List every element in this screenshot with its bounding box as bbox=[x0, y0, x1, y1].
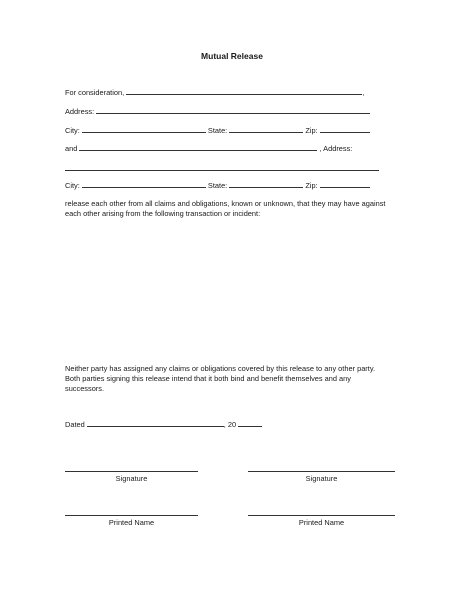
party2-state-field[interactable] bbox=[229, 180, 303, 188]
address-label: Address: bbox=[65, 107, 95, 116]
printed-name-right-label: Printed Name bbox=[298, 518, 345, 527]
release-paragraph: release each other from all claims and obligations, known or unknown, that they may have against each other arising from the following transaction or incident: bbox=[65, 199, 386, 218]
party2-city-line bbox=[65, 180, 370, 191]
party1-city-line bbox=[65, 125, 370, 136]
printed-name-left-field[interactable] bbox=[65, 515, 198, 516]
state-label: State: bbox=[207, 181, 228, 190]
and-label: and bbox=[65, 144, 78, 153]
zip-label: Zip: bbox=[305, 126, 318, 135]
signature-left-field[interactable] bbox=[65, 471, 198, 472]
address-label-inline: , Address: bbox=[319, 144, 353, 153]
consideration-line bbox=[65, 87, 364, 98]
party2-address-field[interactable] bbox=[65, 170, 379, 171]
document-title: Mutual Release bbox=[201, 51, 263, 61]
party1-address-line bbox=[65, 106, 370, 117]
party1-state-field[interactable] bbox=[229, 125, 303, 133]
date-field[interactable] bbox=[87, 419, 224, 427]
party2-zip-field[interactable] bbox=[320, 180, 370, 188]
dated-line bbox=[65, 419, 262, 430]
party1-city-field[interactable] bbox=[82, 125, 206, 133]
year-label: , 20 bbox=[223, 420, 237, 429]
incident-description-area[interactable] bbox=[65, 222, 385, 357]
party2-name-field[interactable] bbox=[79, 143, 317, 151]
year-field[interactable] bbox=[238, 419, 262, 427]
printed-name-right-field[interactable] bbox=[248, 515, 395, 516]
party2-name-line bbox=[65, 143, 352, 154]
zip-label: Zip: bbox=[305, 181, 318, 190]
party1-name-field[interactable] bbox=[126, 87, 365, 97]
consideration-end: , bbox=[362, 88, 365, 97]
party1-address-field[interactable] bbox=[96, 106, 370, 114]
signature-right-label: Signature bbox=[305, 474, 338, 483]
state-label: State: bbox=[207, 126, 228, 135]
signature-right-field[interactable] bbox=[248, 471, 395, 472]
city-label: City: bbox=[65, 181, 80, 190]
printed-name-left-label: Printed Name bbox=[108, 518, 155, 527]
signature-left-label: Signature bbox=[115, 474, 148, 483]
dated-label: Dated bbox=[65, 420, 85, 429]
party2-city-field[interactable] bbox=[82, 180, 206, 188]
assignment-paragraph: Neither party has assigned any claims or obligations covered by this release to any other party. Both parties signing this release intend that it both bind and benefit themselves and any successors. bbox=[65, 364, 376, 393]
city-label: City: bbox=[65, 126, 80, 135]
consideration-label: For consideration, bbox=[65, 88, 125, 97]
party1-zip-field[interactable] bbox=[320, 125, 370, 133]
